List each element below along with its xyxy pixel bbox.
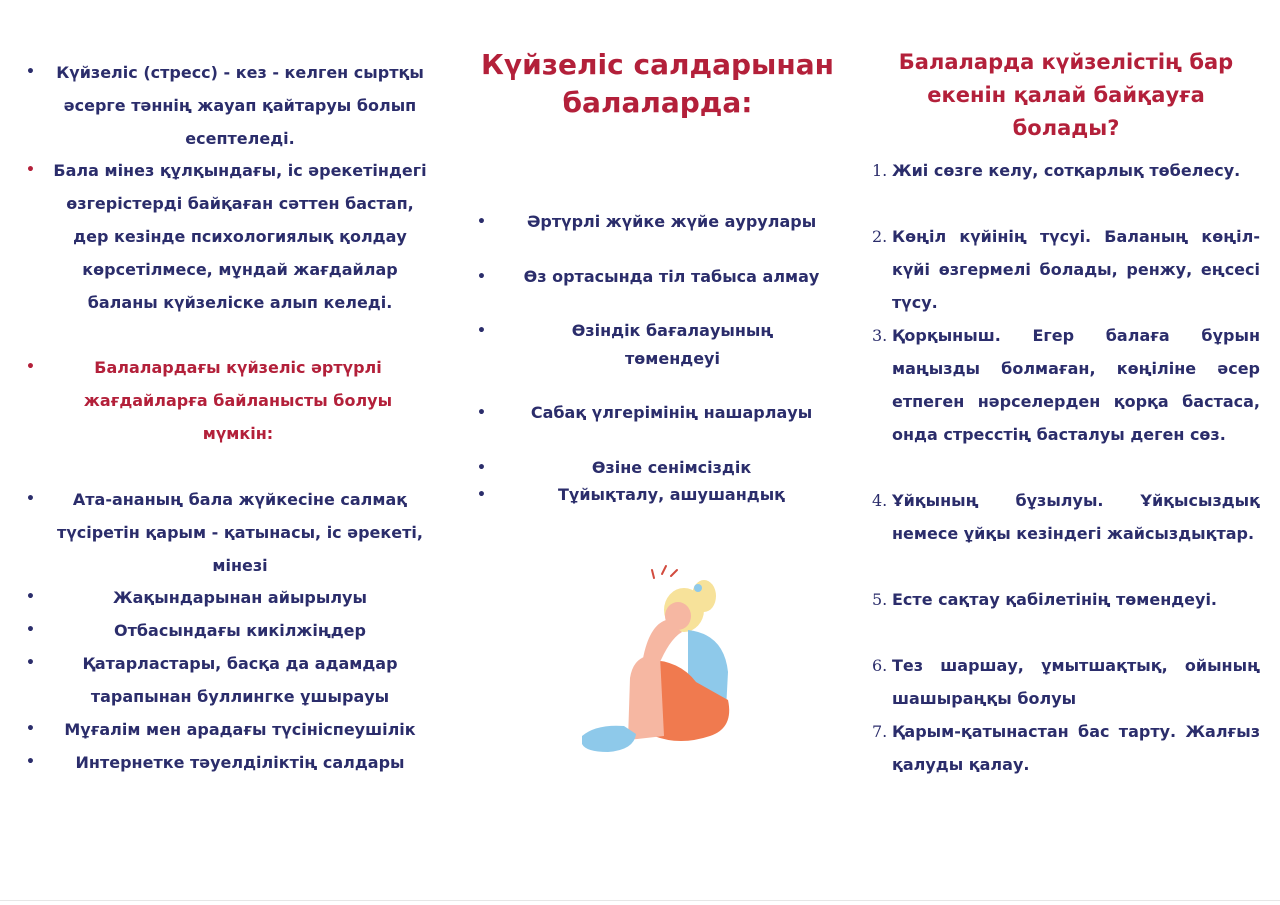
sign-item bbox=[872, 484, 1260, 550]
cause-item bbox=[22, 581, 434, 614]
effect-item bbox=[465, 454, 850, 482]
bullet-icon: • bbox=[26, 655, 35, 671]
cause-item bbox=[22, 614, 434, 647]
causes-subheading bbox=[22, 351, 434, 450]
bullet-icon: • bbox=[26, 359, 35, 375]
effect-text: Өзіндік бағалауының төмендеуі bbox=[571, 321, 774, 368]
bullet-icon: • bbox=[477, 460, 486, 476]
sign-item bbox=[872, 319, 1260, 451]
sign-number: 2. bbox=[872, 227, 888, 246]
cause-text: Қатарластары, басқа да адамдар тарапынан буллингке ұшырауы bbox=[82, 654, 398, 706]
sign-number: 6. bbox=[872, 656, 888, 675]
sign-number: 5. bbox=[872, 590, 888, 609]
cause-item bbox=[22, 746, 434, 779]
bullet-icon: • bbox=[477, 269, 486, 285]
cause-text: Интернетке тәуелділіктің салдары bbox=[75, 753, 405, 772]
intro-item bbox=[22, 56, 434, 155]
sign-item bbox=[872, 583, 1260, 616]
effect-text: Өз ортасында тіл табыса алмау bbox=[523, 267, 820, 286]
subheading-text: Балалардағы күйзеліс әртүрлі жағдайларға байланысты болуы мүмкін: bbox=[83, 358, 393, 443]
stressed-child-illustration bbox=[576, 560, 746, 760]
intro-item bbox=[22, 154, 434, 319]
bullet-icon: • bbox=[26, 721, 35, 737]
bullet-icon: • bbox=[26, 491, 35, 507]
legs bbox=[628, 655, 664, 740]
hair-tie bbox=[694, 584, 702, 592]
bullet-icon: • bbox=[26, 622, 35, 638]
bullet-icon: • bbox=[477, 323, 486, 339]
cause-text: Жақындарынан айырылуы bbox=[113, 588, 367, 607]
sign-text: Қорқыныш. Егер балаға бұрын маңызды болмаған, көңіліне әсер етпеген нәрселерден қорқа бастаса, онда стресстің басталуы деген сөз. bbox=[892, 326, 1260, 444]
bullet-icon: • bbox=[26, 64, 35, 80]
effect-text: Сабақ үлгерімінің нашарлауы bbox=[530, 403, 813, 422]
effect-item bbox=[465, 208, 850, 236]
sign-text: Есте сақтау қабілетінің төмендеуі. bbox=[892, 590, 1218, 609]
sign-text: Көңіл күйінің түсуі. Баланың көңіл-күйі өзгермелі болады, ренжу, еңсесі түсу. bbox=[892, 227, 1260, 312]
cause-item bbox=[22, 483, 434, 582]
intro-text: Бала мінез құлқындағы, іс әрекетіндегі өзгерістерді байқаған сәттен бастап, дер кезінде психологиялық қолдау көрсетілмесе, мұндай жағдайлар баланы күйзеліске алып келеді. bbox=[53, 161, 427, 312]
sign-text: Қарым-қатынастан бас тарту. Жалғыз қалуды қалау. bbox=[892, 722, 1260, 774]
sign-text: Тез шаршау, ұмытшақтық, ойының шашыраңқы болуы bbox=[892, 656, 1260, 708]
bullet-icon: • bbox=[26, 754, 35, 770]
bottom-divider bbox=[0, 900, 1280, 901]
sign-number: 1. bbox=[872, 161, 888, 180]
effect-text: Әртүрлі жүйке жүйе аурулары bbox=[526, 212, 817, 231]
intro-text: Күйзеліс (стресс) - кез - келген сыртқы әсерге тәннің жауап қайтаруы болып есептеледі. bbox=[56, 63, 424, 148]
sign-item bbox=[872, 649, 1260, 715]
bullet-icon: • bbox=[477, 214, 486, 230]
cause-text: Отбасындағы кикілжіңдер bbox=[114, 621, 366, 640]
cause-text: Мұғалім мен арадағы түсініспеушілік bbox=[64, 720, 416, 739]
effect-item bbox=[465, 317, 850, 373]
cause-item bbox=[22, 713, 434, 746]
sign-number: 7. bbox=[872, 722, 888, 741]
sign-item bbox=[872, 715, 1260, 781]
shoe-icon bbox=[582, 726, 636, 752]
effect-text: Өзіне сенімсіздік bbox=[591, 458, 752, 477]
sign-item bbox=[872, 154, 1260, 187]
effect-text: Тұйықталу, ашушандық bbox=[557, 485, 786, 504]
stress-lines-icon bbox=[652, 566, 677, 578]
bullet-icon: • bbox=[477, 405, 486, 421]
cause-text: Ата-ананың бала жүйкесіне салмақ түсіретін қарым - қатынасы, іс әрекеті, мінезі bbox=[57, 490, 423, 575]
right-title: Балаларда күйзелістің бар екенін қалай байқауға болады? bbox=[898, 50, 1234, 140]
sign-text: Жиі сөзге келу, сотқарлық төбелесу. bbox=[892, 161, 1241, 180]
effect-item bbox=[465, 263, 850, 291]
bullet-icon: • bbox=[477, 487, 486, 503]
sign-text: Ұйқының бұзылуы. Ұйқысыздық немесе ұйқы кезіндегі жайсыздықтар. bbox=[892, 491, 1260, 543]
effect-item bbox=[465, 399, 850, 427]
bullet-icon: • bbox=[26, 162, 35, 178]
middle-title: Күйзеліс салдарынан балаларда: bbox=[481, 48, 834, 119]
bullet-icon: • bbox=[26, 589, 35, 605]
sign-number: 4. bbox=[872, 491, 888, 510]
cause-item bbox=[22, 647, 434, 713]
sign-item bbox=[872, 220, 1260, 319]
sign-number: 3. bbox=[872, 326, 888, 345]
effect-item bbox=[465, 481, 850, 509]
